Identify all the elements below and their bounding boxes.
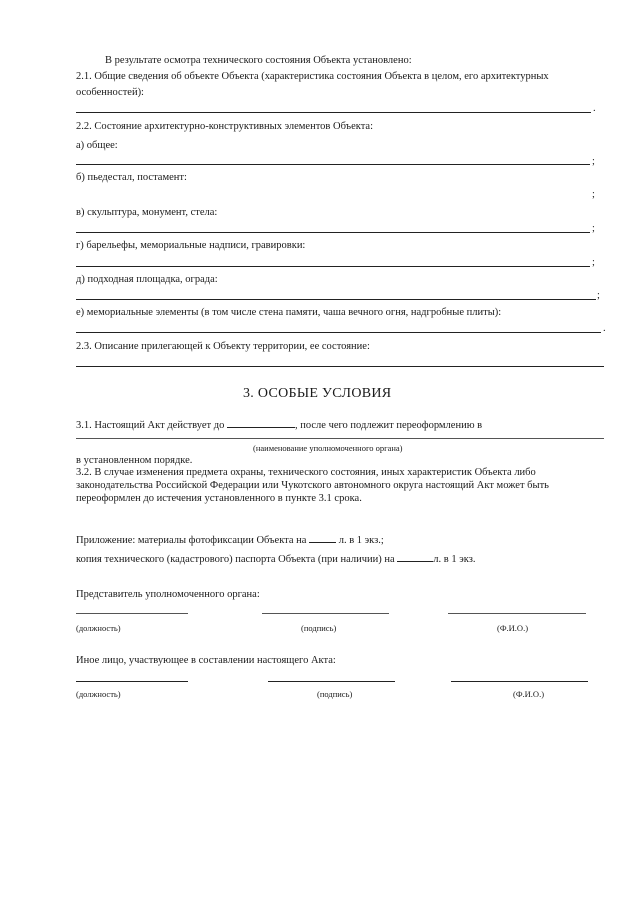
passport-sheets-blank — [397, 552, 433, 562]
line-end-semicolon: ; — [592, 223, 595, 234]
rep-fio-line — [448, 613, 586, 614]
expiry-date-blank — [227, 418, 295, 428]
section-3-heading: 3. ОСОБЫЕ УСЛОВИЯ — [243, 386, 392, 401]
item-g-label: г) барельефы, мемориальные надписи, гравировки: — [76, 240, 306, 251]
section-3-2-line1: 3.2. В случае изменения предмета охраны, технического состояния, иных характеристик Объекта либо — [76, 467, 536, 478]
section-2-3-fill-line — [76, 366, 604, 367]
other-position-line — [76, 681, 188, 682]
item-b-label: б) пьедестал, постамент: — [76, 172, 187, 183]
representative-title: Представитель уполномоченного органа: — [76, 589, 260, 600]
other-signature-caption: (подпись) — [317, 689, 353, 699]
rep-signature-caption: (подпись) — [301, 623, 337, 633]
section-2-1-fill-line — [76, 112, 591, 113]
intro-text: В результате осмотра технического состояния Объекта установлено: — [105, 55, 412, 66]
authority-fill-line — [76, 438, 604, 439]
attachment-photos-suffix: л. в 1 экз.; — [338, 535, 384, 546]
item-d-label: д) подходная площадка, ограда: — [76, 274, 218, 285]
line-end-semicolon: ; — [592, 156, 595, 167]
line-end-dot: . — [593, 103, 596, 114]
item-e-fill-line — [76, 332, 601, 333]
line-end-dot: . — [603, 323, 606, 334]
section-3-2-line3: переоформлен до истечения установленного в пункте 3.1 срока. — [76, 493, 362, 504]
attachment-passport-line — [76, 552, 475, 566]
line-end-semicolon: ; — [592, 257, 595, 268]
photo-sheets-blank — [309, 533, 336, 543]
other-fio-caption: (Ф.И.О.) — [513, 689, 545, 699]
section-2-2-title: 2.2. Состояние архитектурно-конструктивных элементов Объекта: — [76, 121, 373, 132]
section-3-1-prefix: 3.1. Настоящий Акт действует до — [76, 420, 225, 431]
item-g-fill-line — [76, 266, 590, 267]
line-end-semicolon: ; — [597, 290, 600, 301]
item-v-fill-line — [76, 232, 590, 233]
item-v-label: в) скульптура, монумент, стела: — [76, 207, 218, 218]
rep-signature-line — [262, 613, 389, 614]
section-2-1-line1: 2.1. Общие сведения об объекте Объекта (характеристика состояния Объекта в целом, его архитектурных — [76, 71, 549, 82]
item-e-label: е) мемориальные элементы (в том числе стена памяти, чаша вечного огня, надгробные плиты): — [76, 307, 502, 318]
attachment-passport-prefix: копия технического (кадастрового) паспорта Объекта (при наличии) на — [76, 554, 395, 565]
rep-fio-caption: (Ф.И.О.) — [497, 623, 529, 633]
established-order-text: в установленном порядке. — [76, 455, 193, 466]
item-a-fill-line — [76, 164, 590, 165]
section-3-2-line2: законодательства Российской Федерации или Чукотского автономного округа настоящий Акт может быть — [76, 480, 549, 491]
other-fio-line — [451, 681, 588, 682]
attachment-passport-suffix: л. в 1 экз. — [433, 554, 476, 565]
attachment-photos-line — [76, 533, 384, 547]
line-end-semicolon: ; — [592, 189, 595, 200]
section-2-1-line2: особенностей): — [76, 87, 144, 98]
other-position-caption: (должность) — [76, 689, 121, 699]
authority-caption: (наименование уполномоченного органа) — [253, 443, 403, 453]
other-signature-line — [268, 681, 395, 682]
other-person-title: Иное лицо, участвующее в составлении настоящего Акта: — [76, 655, 336, 666]
section-3-1-suffix: , после чего подлежит переоформлению в — [295, 420, 483, 431]
section-3-1-text — [76, 418, 482, 432]
attachment-photos-prefix: Приложение: материалы фотофиксации Объекта на — [76, 535, 307, 546]
rep-position-caption: (должность) — [76, 623, 121, 633]
rep-position-line — [76, 613, 188, 614]
section-2-3-text: 2.3. Описание прилегающей к Объекту территории, ее состояние: — [76, 341, 370, 352]
item-d-fill-line — [76, 299, 596, 300]
item-a-label: а) общее: — [76, 140, 118, 151]
